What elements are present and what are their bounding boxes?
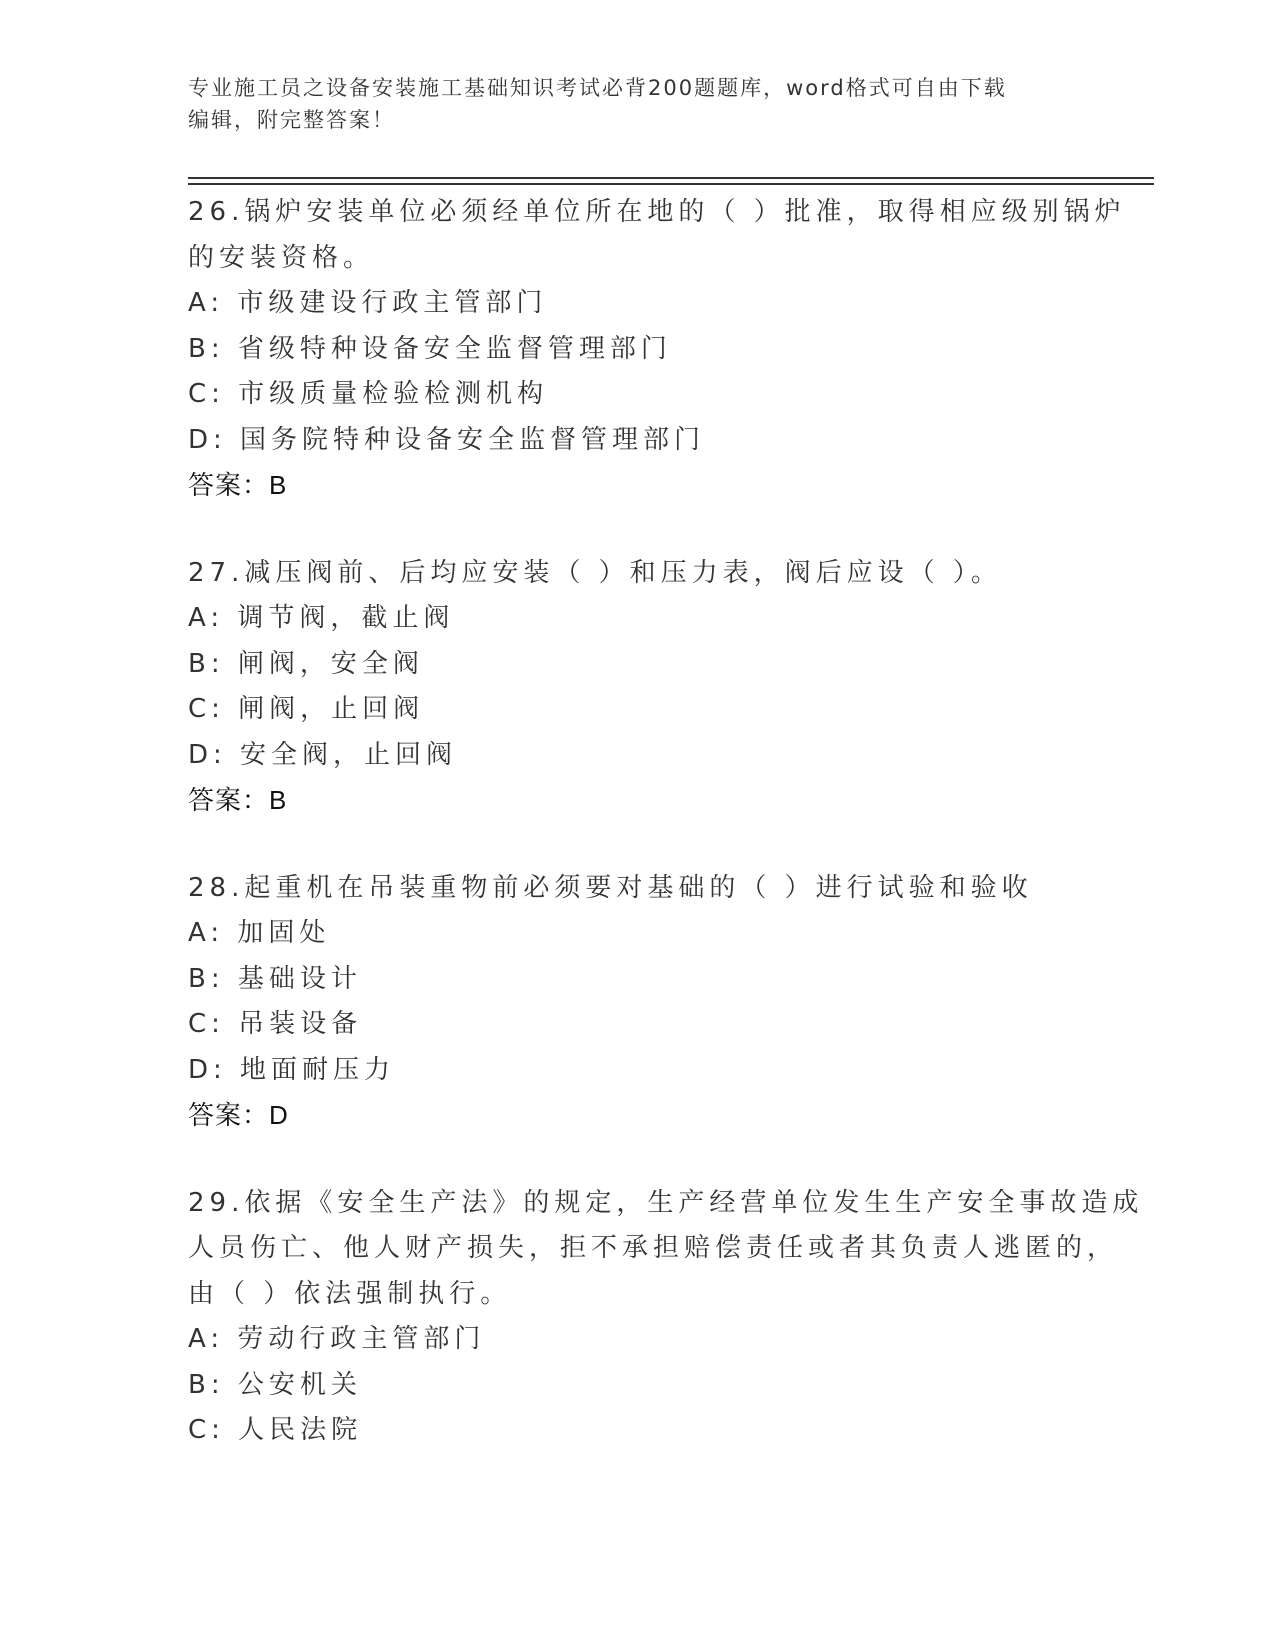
answer: 答案：D xyxy=(188,1100,289,1130)
option-d: D: 地面耐压力 xyxy=(188,1054,396,1085)
question-stem: 由（ ）依法强制执行。 xyxy=(188,1278,512,1309)
question-28 xyxy=(188,866,1088,1139)
question-stem: 的安装资格。 xyxy=(188,242,375,273)
option-a: A: 劳动行政主管部门 xyxy=(188,1324,486,1354)
option-c: C: 吊装设备 xyxy=(188,1009,363,1039)
header-title-line-1: 专业施工员之设备安装施工基础知识考试必背200题题库，word格式可自由下载 xyxy=(188,76,1007,100)
question-stem: 29.依据《安全生产法》的规定，生产经营单位发生生产安全事故造成 xyxy=(188,1187,1144,1218)
document-header xyxy=(188,72,1088,136)
question-26 xyxy=(188,190,1126,509)
question-29 xyxy=(188,1181,1144,1454)
option-a: A: 调节阀，截止阀 xyxy=(188,603,455,633)
header-title-line-2: 编辑，附完整答案！ xyxy=(188,108,395,132)
question-stem: 26.锅炉安装单位必须经单位所在地的（ ）批准，取得相应级别锅炉 xyxy=(188,197,1126,227)
answer: 答案：B xyxy=(188,785,288,815)
option-b: B: 省级特种设备安全监督管理部门 xyxy=(188,333,672,364)
answer: 答案：B xyxy=(188,470,288,500)
option-d: D: 安全阀，止回阀 xyxy=(188,739,458,770)
question-stem: 人员伤亡、他人财产损失，拒不承担赔偿责任或者其负责人逃匿的， xyxy=(188,1233,1119,1263)
option-c: C: 闸阀，止回阀 xyxy=(188,694,425,724)
header-divider-top xyxy=(188,177,1154,179)
option-a: A: 加固处 xyxy=(188,918,331,948)
option-b: B: 基础设计 xyxy=(188,963,362,994)
option-a: A: 市级建设行政主管部门 xyxy=(188,288,548,318)
question-list xyxy=(188,190,1144,1496)
option-b: B: 公安机关 xyxy=(188,1369,362,1400)
option-c: C: 市级质量检验检测机构 xyxy=(188,379,549,409)
option-b: B: 闸阀，安全阀 xyxy=(188,648,424,679)
question-stem: 27.减压阀前、后均应安装（ ）和压力表，阀后应设（ ）。 xyxy=(188,557,1002,588)
question-stem: 28.起重机在吊装重物前必须要对基础的（ ）进行试验和验收 xyxy=(188,872,1033,903)
header-divider-bottom xyxy=(188,183,1154,185)
question-27 xyxy=(188,551,1088,824)
option-c: C: 人民法院 xyxy=(188,1415,363,1445)
option-d: D: 国务院特种设备安全监督管理部门 xyxy=(188,424,706,455)
